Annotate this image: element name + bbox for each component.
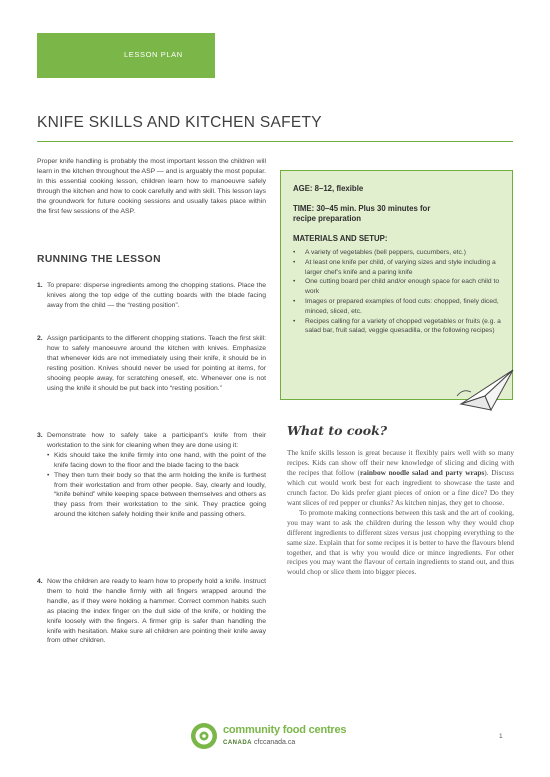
step-text: To prepare: disperse ingredients among the chopping stations. Place the knives along the top edge of the cutting boards with the blade facing away from the child — the “resting position”.: [47, 282, 266, 309]
intro-paragraph: Proper knife handling is probably the most important lesson the children will learn in the kitchen throughout the ASP — and is arguably the most popular. In this essential cooking lesson, children learn how to manoeuvre safely through the kitchen and how to cook carefully and with skill. This lesson lays the groundwork for future cooking sessions and usually takes place within the first few sessions of the ASP.: [37, 158, 266, 215]
what-to-cook-paragraph-1: [287, 448, 514, 508]
bullet-item: • Kids should take the knife firmly into one hand, with the point of the knife facing down to the floor and the blade facing to the back: [47, 451, 266, 471]
section-heading-running: RUNNING THE LESSON: [37, 254, 161, 265]
lesson-plan-banner: [37, 33, 215, 78]
cfc-logo: [190, 722, 370, 752]
material-item: • At least one knife per child, of varying sizes and style including a larger chef’s knife and a paring knife: [293, 258, 508, 278]
time-line: TIME: 30–45 min. Plus 30 minutes for: [293, 204, 431, 213]
time-line-cont: recipe preparation: [293, 214, 362, 223]
page-title: KNIFE SKILLS AND KITCHEN SAFETY: [37, 114, 322, 131]
step-1: [37, 281, 266, 311]
logo-country: CANADA: [223, 740, 252, 746]
text-run: The knife skills lesson is great because it flexibly pairs well with so many recipes. Kids can show off their new knowledge of slicing and dicing with the recipes that follow (: [287, 448, 514, 477]
step-text: Demonstrate how to safely take a participant’s knife from their workstation to the sink for cleaning when they are done using it:: [47, 432, 266, 449]
step-4: [37, 577, 266, 646]
what-to-cook-title: What to cook?: [287, 423, 388, 438]
material-item: • A variety of vegetables (bell peppers, cucumbers, etc.): [293, 248, 508, 258]
step-number: 3.: [37, 432, 43, 439]
cfc-logo-mark-icon: [190, 722, 218, 750]
step-3: [37, 431, 266, 520]
material-item: • Images or prepared examples of food cuts: chopped, finely diced, minced, sliced, etc.: [293, 297, 508, 317]
what-to-cook-text: [287, 448, 514, 577]
age-line: AGE: 8–12, flexible: [293, 184, 364, 193]
step-number: 2.: [37, 335, 43, 342]
step-number: 4.: [37, 578, 43, 585]
material-item: • Recipes calling for a variety of chopped vegetables or fruits (e.g. a salad bar, fruit salad, veggie quesadilla, or the following recipes): [293, 317, 508, 337]
step-3-bullets: [37, 451, 266, 520]
logo-url: cfccanada.ca: [254, 739, 296, 746]
material-item: • One cutting board per child and/or enough space for each child to work: [293, 277, 508, 297]
step-text: Assign participants to the different chopping stations. Teach the first skill: how to safely manoeuvre around the kitchen with knives. Emphasize that whenever kids are not immediately using their knife, it should be in resting position. Knives should never be used for pointing at items, for shooing people away, for scratching oneself, etc. Whenever one is not using the knife it should be put back into “resting position.”: [47, 335, 266, 392]
step-number: 1.: [37, 282, 43, 289]
materials-heading: MATERIALS AND SETUP:: [293, 234, 388, 243]
paper-plane-icon: [455, 366, 517, 412]
bullet-item: • They then turn their body so that the arm holding the knife is furthest from their workstation and from other people. Say, clearly and loudly, “knife behind” while keeping space between themselves and others as they pass from their workstation to the sink. They practice going around the kitchen safely holding their knife and passing others.: [47, 471, 266, 521]
page-number: 1: [499, 733, 503, 740]
step-text: Now the children are ready to learn how to properly hold a knife. Instruct them to hold the handle firmly with all fingers wrapped around the handle, as if they were holding a hammer. Correct common habits such as placing the index finger on the dull side of the knife, or holding the knife loosely with the fingers. A firmer grip is safer than handling the knife with hesitation. Make sure all children are pointing their knife away from other children.: [47, 578, 266, 645]
recipe-names: rainbow noodle salad and party wraps: [359, 467, 485, 477]
text-run: ). Discuss which cut would work best for each ingredient to showcase the taste and crunch factor. Do kids prefer giant pieces of onion or a fine dice? Do they want slices of red pepper or chunks? As kitchen ninjas, they get to choose.: [287, 467, 514, 507]
step-2: [37, 334, 266, 393]
what-to-cook-paragraph-2: To promote making connections between this task and the art of cooking, you may want to ask the children during the lesson why they would chop different ingredients to different sizes versus just chopping everything to the same size. Explain that for some recipes it is better to have the flavours blend together, and that is why you would dice or mince ingredients. For other recipes you may want the flavour of certain ingredients to stand out, and thus would chop or slice them into bigger pieces.: [287, 507, 514, 577]
title-divider: [37, 141, 513, 142]
banner-label: LESSON PLAN: [124, 50, 183, 59]
logo-name: community food centres: [223, 724, 347, 736]
materials-list: [293, 248, 508, 336]
